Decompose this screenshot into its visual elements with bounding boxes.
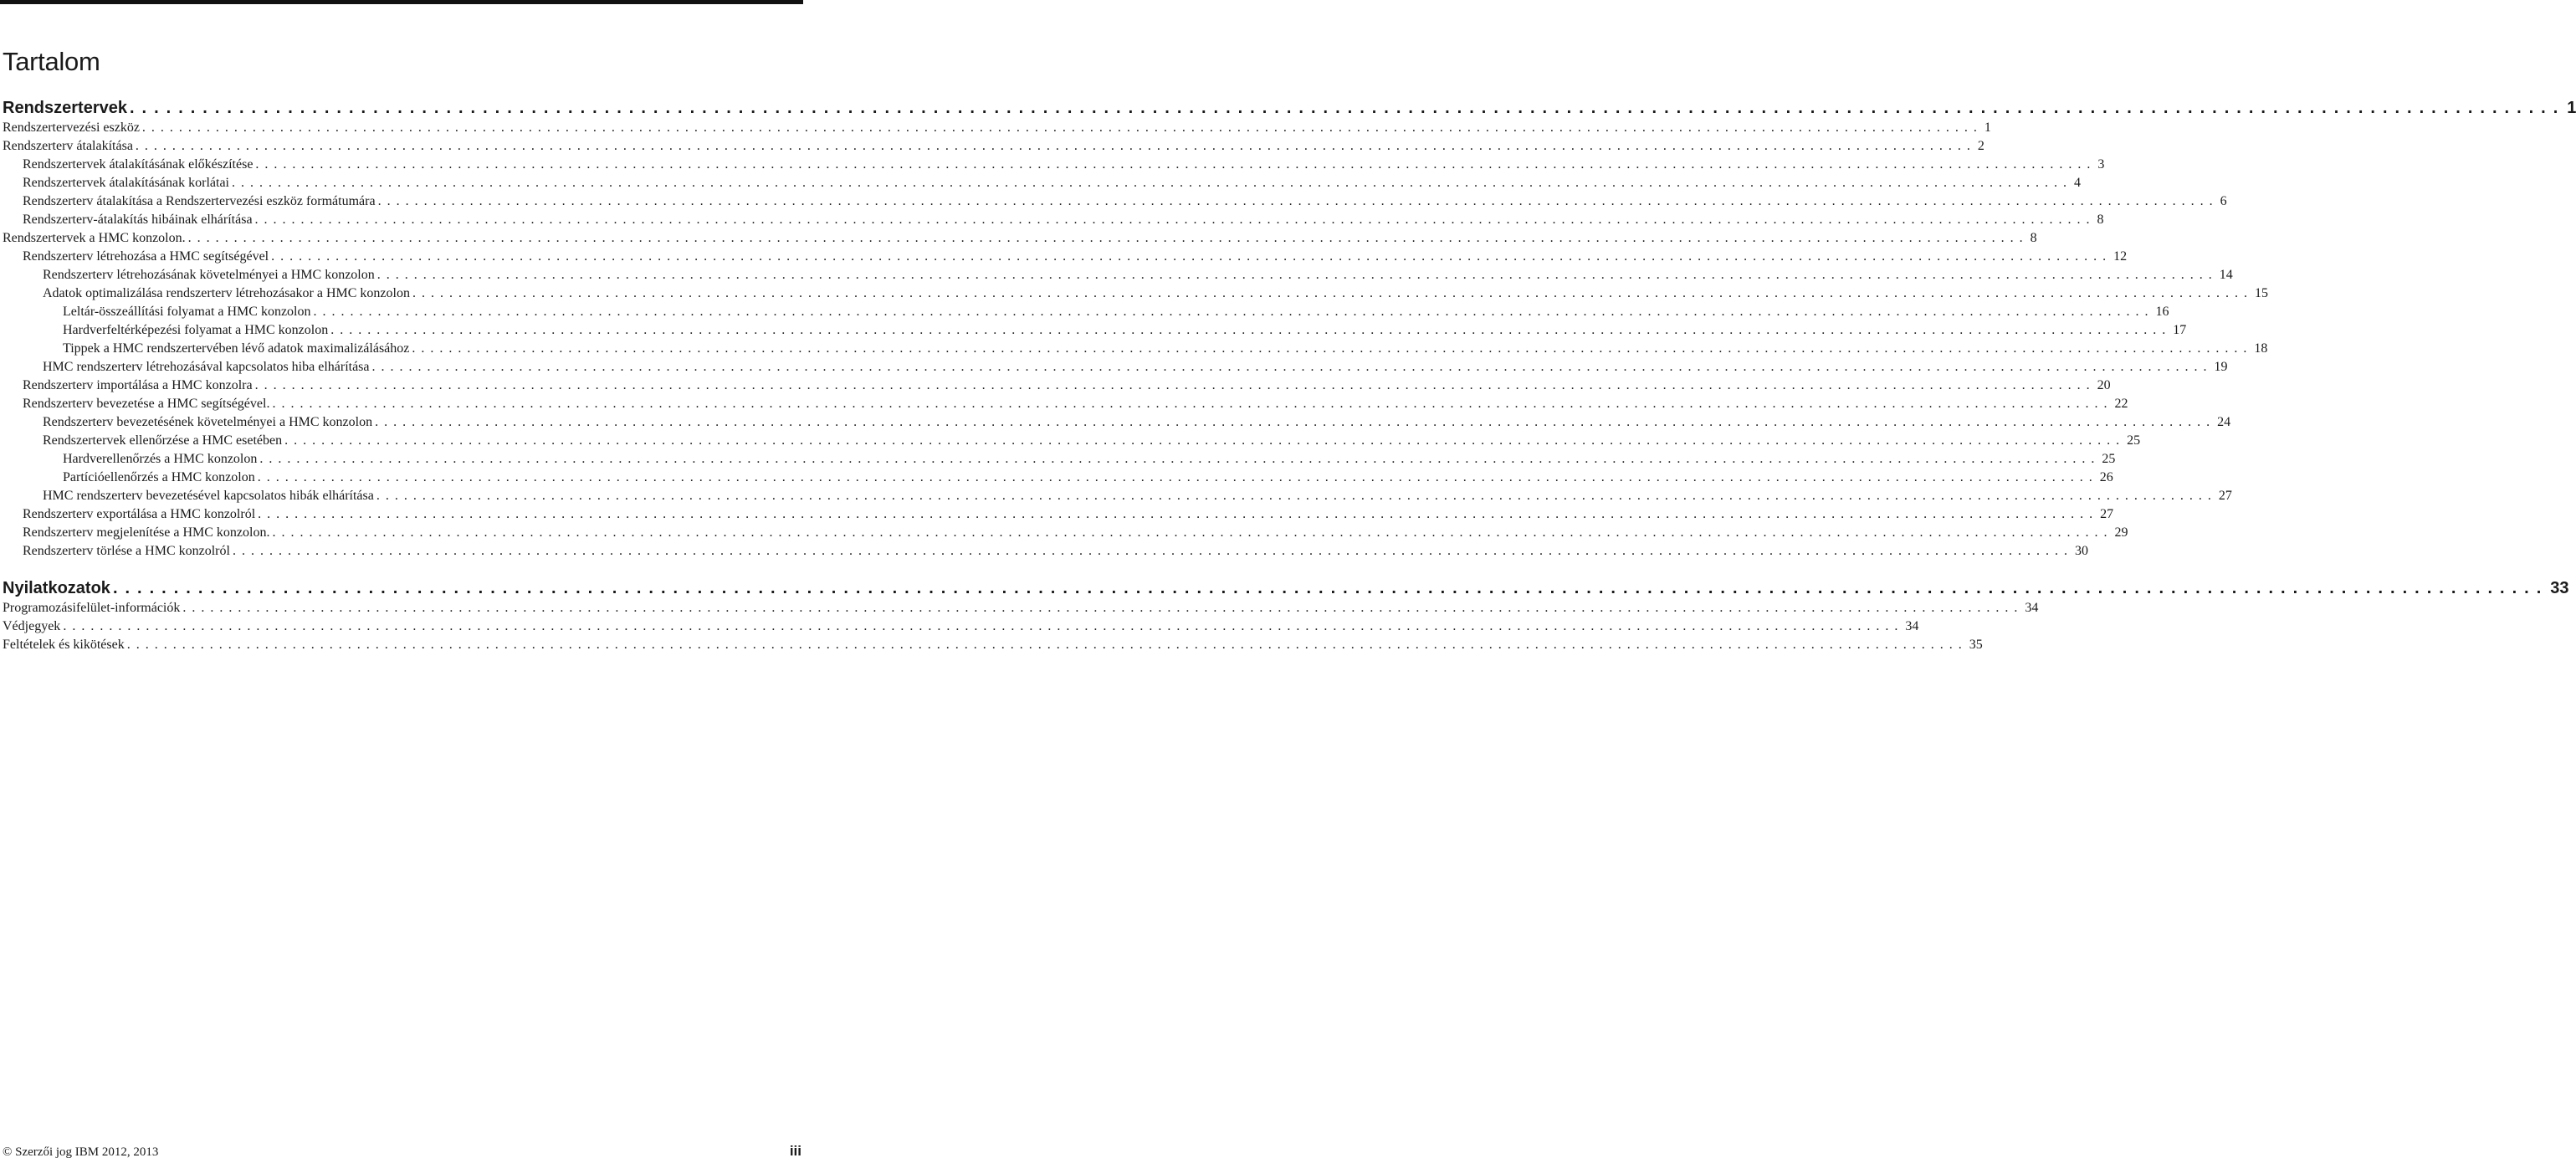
toc-dot-leader: ........................................................................................................................................................................................................ bbox=[377, 194, 2219, 208]
toc-entry-title: Rendszertervek átalakításának korlátai bbox=[23, 174, 232, 192]
toc-entry[interactable] bbox=[3, 229, 2037, 248]
toc-entry-page: 34 bbox=[2025, 601, 2039, 615]
toc-section-entry[interactable] bbox=[3, 577, 2569, 599]
toc-entry-page: 4 bbox=[2074, 176, 2081, 190]
toc-entry-title: Programozásifelület-információk bbox=[3, 599, 182, 617]
toc-entry-page: 27 bbox=[2218, 489, 2232, 503]
toc-entry-page: 16 bbox=[2155, 305, 2169, 319]
toc-entry-title: Rendszerterv törlése a HMC konzolról bbox=[23, 542, 233, 561]
toc-entry[interactable] bbox=[63, 340, 2268, 358]
toc-entry[interactable] bbox=[23, 505, 2114, 524]
toc-dot-leader: ........................................................................................................................................................................................................ bbox=[187, 231, 2029, 245]
toc-dot-leader: ........................................................................................................................................................................................................ bbox=[255, 157, 2097, 172]
toc-entry-page: 2 bbox=[1977, 139, 1984, 153]
toc-dot-leader: ........................................................................................................................................................................................................ bbox=[412, 341, 2253, 356]
top-rule bbox=[0, 0, 803, 4]
toc-entry-page: 6 bbox=[2220, 194, 2227, 208]
footer-copyright: © Szerzői jog IBM 2012, 2013 bbox=[3, 1145, 159, 1159]
toc-entry-page: 12 bbox=[2113, 249, 2128, 264]
toc-entry-page: 30 bbox=[2074, 544, 2088, 558]
toc-entry[interactable] bbox=[3, 137, 1984, 156]
toc-entry-page: 3 bbox=[2097, 157, 2105, 172]
toc-entry[interactable] bbox=[63, 303, 2169, 321]
toc-entry-title: Rendszertervek bbox=[3, 97, 130, 119]
toc-entry-title: Leltár-összeállítási folyamat a HMC konzolon bbox=[63, 303, 313, 321]
toc-entry-title: Rendszerterv bevezetésének követelményei a HMC konzolon bbox=[43, 413, 375, 432]
page-title: Tartalom bbox=[3, 47, 100, 76]
toc-entry-title: Tippek a HMC rendszertervében lévő adatok maximalizálásához bbox=[63, 340, 412, 358]
page-footer bbox=[0, 1143, 803, 1161]
toc-entry[interactable] bbox=[43, 432, 2141, 450]
toc-entry-page: 1 bbox=[1984, 120, 1991, 135]
toc-entry[interactable] bbox=[3, 599, 2039, 617]
toc-entry[interactable] bbox=[63, 450, 2116, 469]
toc-entry[interactable] bbox=[43, 284, 2268, 303]
toc-dot-leader: ........................................................................................................................................................................................................ bbox=[376, 489, 2217, 503]
toc-entry-page: 29 bbox=[2114, 525, 2128, 540]
toc-entry-title: Rendszertervezési eszköz bbox=[3, 119, 142, 137]
toc-entry-title: Védjegyek bbox=[3, 617, 63, 636]
toc-dot-leader: ........................................................................................................................................................................................................ bbox=[129, 99, 2566, 117]
toc-entry-title: HMC rendszerterv bevezetésével kapcsolatos hibák elhárítása bbox=[43, 487, 376, 505]
toc-entry-page: 33 bbox=[2550, 579, 2569, 597]
toc-entry[interactable] bbox=[23, 524, 2128, 542]
toc-dot-leader: ........................................................................................................................................................................................................ bbox=[376, 268, 2218, 282]
toc-entry-title: Rendszerterv bevezetése a HMC segítségével. bbox=[23, 395, 272, 413]
toc-entry-page: 27 bbox=[2100, 507, 2114, 521]
toc-entry-title: Rendszerterv exportálása a HMC konzolról bbox=[23, 505, 258, 524]
toc-entry-title: Rendszerterv átalakítása bbox=[3, 137, 136, 156]
toc-dot-leader: ........................................................................................................................................................................................................ bbox=[182, 601, 2024, 615]
toc-entry[interactable] bbox=[3, 636, 1983, 654]
toc-entry-page: 35 bbox=[1969, 638, 1983, 652]
toc-entry[interactable] bbox=[43, 266, 2233, 284]
toc-entry-title: Hardverellenőrzés a HMC konzolon bbox=[63, 450, 259, 469]
toc-entry[interactable] bbox=[23, 542, 2088, 561]
toc-entry-title: Rendszerterv-átalakítás hibáinak elhárítása bbox=[23, 211, 255, 229]
toc-entry[interactable] bbox=[63, 469, 2113, 487]
toc-entry-title: HMC rendszerterv létrehozásával kapcsolatos hiba elhárítása bbox=[43, 358, 372, 377]
toc-dot-leader: ........................................................................................................................................................................................................ bbox=[112, 579, 2549, 597]
toc-dot-leader: ........................................................................................................................................................................................................ bbox=[254, 213, 2096, 227]
toc-entry-page: 25 bbox=[2127, 433, 2141, 448]
toc-dot-leader: ........................................................................................................................................................................................................ bbox=[271, 249, 2113, 264]
toc-entry-title: Hardverfeltérképezési folyamat a HMC konzolon bbox=[63, 321, 330, 340]
toc-entry[interactable] bbox=[23, 156, 2105, 174]
toc-entry-page: 15 bbox=[2254, 286, 2268, 300]
toc-entry-page: 1 bbox=[2567, 99, 2576, 117]
toc-entry-title: Feltételek és kikötések bbox=[3, 636, 127, 654]
toc-dot-leader: ........................................................................................................................................................................................................ bbox=[63, 619, 1904, 633]
toc-entry-title: Rendszertervek a HMC konzolon. bbox=[3, 229, 188, 248]
toc-entry-title: Rendszertervek átalakításának előkészítése bbox=[23, 156, 255, 174]
toc-dot-leader: ........................................................................................................................................................................................................ bbox=[257, 470, 2098, 484]
toc-entry-title: Rendszerterv megjelenítése a HMC konzolon. bbox=[23, 524, 272, 542]
toc-dot-leader: ........................................................................................................................................................................................................ bbox=[141, 120, 1983, 135]
toc-entry-page: 20 bbox=[2097, 378, 2111, 392]
toc-dot-leader: ........................................................................................................................................................................................................ bbox=[258, 507, 2099, 521]
toc-entry-page: 8 bbox=[2097, 213, 2104, 227]
toc-dot-leader: ........................................................................................................................................................................................................ bbox=[126, 638, 1968, 652]
toc-dot-leader: ........................................................................................................................................................................................................ bbox=[232, 544, 2073, 558]
toc-dot-leader: ........................................................................................................................................................................................................ bbox=[284, 433, 2126, 448]
toc-entry[interactable] bbox=[23, 395, 2128, 413]
toc-entry[interactable] bbox=[23, 211, 2104, 229]
toc-entry[interactable] bbox=[43, 358, 2228, 377]
toc-entry-page: 14 bbox=[2219, 268, 2233, 282]
toc-entry-page: 22 bbox=[2114, 397, 2128, 411]
toc-entry-page: 24 bbox=[2217, 415, 2231, 429]
toc-entry[interactable] bbox=[43, 487, 2232, 505]
toc-dot-leader: ........................................................................................................................................................................................................ bbox=[254, 378, 2096, 392]
toc-entry[interactable] bbox=[23, 174, 2081, 192]
toc-entry-page: 17 bbox=[2173, 323, 2187, 337]
toc-dot-leader: ........................................................................................................................................................................................................ bbox=[371, 360, 2213, 374]
toc-entry-page: 26 bbox=[2099, 470, 2113, 484]
toc-dot-leader: ........................................................................................................................................................................................................ bbox=[313, 305, 2154, 319]
toc-entry[interactable] bbox=[23, 192, 2227, 211]
toc-entry[interactable] bbox=[63, 321, 2187, 340]
footer-page-number: iii bbox=[789, 1143, 801, 1159]
toc-entry-title: Rendszertervek ellenőrzése a HMC esetében bbox=[43, 432, 284, 450]
toc-section-entry[interactable] bbox=[3, 97, 2576, 119]
toc-dot-leader: ........................................................................................................................................................................................................ bbox=[272, 397, 2113, 411]
toc-entry[interactable] bbox=[43, 413, 2231, 432]
toc-entry-title: Rendszerterv átalakítása a Rendszertervezési eszköz formátumára bbox=[23, 192, 378, 211]
toc-entry-title: Rendszerterv importálása a HMC konzolra bbox=[23, 377, 255, 395]
toc-dot-leader: ........................................................................................................................................................................................................ bbox=[272, 525, 2113, 540]
toc-dot-leader: ........................................................................................................................................................................................................ bbox=[375, 415, 2216, 429]
toc-dot-leader: ........................................................................................................................................................................................................ bbox=[259, 452, 2101, 466]
toc-entry-title: Rendszerterv létrehozásának követelményei a HMC konzolon bbox=[43, 266, 377, 284]
toc-entry-page: 19 bbox=[2214, 360, 2228, 374]
toc-dot-leader: ........................................................................................................................................................................................................ bbox=[135, 139, 1976, 153]
toc-entry-page: 34 bbox=[1905, 619, 1919, 633]
toc-entry-page: 18 bbox=[2254, 341, 2268, 356]
toc-entry-title: Partícióellenőrzés a HMC konzolon bbox=[63, 469, 258, 487]
toc-entry-title: Rendszerterv létrehozása a HMC segítségével bbox=[23, 248, 271, 266]
toc-dot-leader: ........................................................................................................................................................................................................ bbox=[412, 286, 2253, 300]
toc-entry-page: 25 bbox=[2102, 452, 2116, 466]
toc-dot-leader: ........................................................................................................................................................................................................ bbox=[232, 176, 2072, 190]
toc-entry-title: Nyilatkozatok bbox=[3, 577, 113, 599]
toc-entry[interactable] bbox=[23, 248, 2128, 266]
toc-entry[interactable] bbox=[3, 119, 1991, 137]
toc-entry[interactable] bbox=[3, 617, 1919, 636]
toc-entry-title: Adatok optimalizálása rendszerterv létrehozásakor a HMC konzolon bbox=[43, 284, 412, 303]
toc-entry[interactable] bbox=[23, 377, 2111, 395]
toc-entry-page: 8 bbox=[2030, 231, 2037, 245]
toc-dot-leader: ........................................................................................................................................................................................................ bbox=[330, 323, 2172, 337]
